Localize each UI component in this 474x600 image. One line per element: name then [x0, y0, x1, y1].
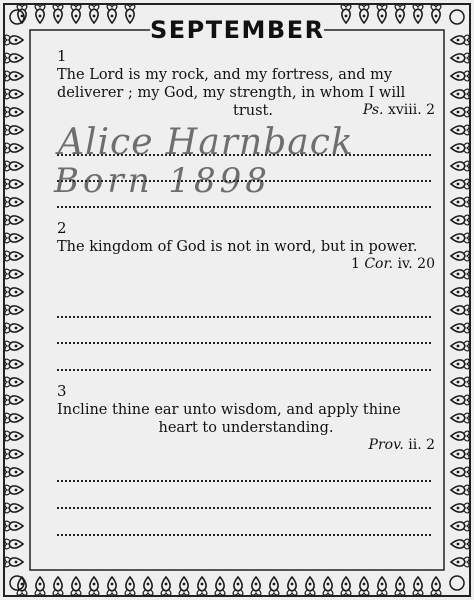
handwriting-line: Alice Harnback — [58, 122, 354, 163]
floral-motif-icon — [125, 577, 135, 595]
floral-motif-icon — [341, 5, 351, 23]
floral-motif-icon — [451, 557, 469, 567]
floral-motif-icon — [451, 125, 469, 135]
floral-motif-icon — [5, 413, 23, 423]
floral-motif-icon — [413, 5, 423, 23]
floral-motif-icon — [451, 521, 469, 531]
verse-line: The Lord is my rock, and my fortress, and my — [57, 67, 393, 83]
floral-motif-icon — [107, 5, 117, 23]
writing-line[interactable] — [57, 154, 431, 156]
floral-motif-icon — [451, 107, 469, 117]
floral-motif-icon — [451, 377, 469, 387]
floral-motif-icon — [5, 323, 23, 333]
ref-cite: iv. 20 — [397, 256, 435, 272]
ref-book: Cor. — [364, 256, 394, 272]
floral-motif-icon — [5, 107, 23, 117]
floral-motif-icon — [359, 577, 369, 595]
ref-book: Prov. — [368, 437, 404, 453]
floral-motif-icon — [251, 577, 261, 595]
ref-book: Ps. — [362, 102, 384, 118]
floral-motif-icon — [451, 89, 469, 99]
verse-text — [57, 66, 435, 120]
floral-motif-icon — [451, 269, 469, 279]
floral-motif-icon — [5, 35, 23, 45]
floral-motif-icon — [451, 161, 469, 171]
floral-motif-icon — [5, 341, 23, 351]
floral-motif-icon — [233, 577, 243, 595]
verse-text — [57, 401, 435, 437]
ref-cite: xviii. 2 — [387, 102, 435, 118]
floral-motif-icon — [5, 449, 23, 459]
floral-motif-icon — [53, 5, 63, 23]
floral-motif-icon — [395, 577, 405, 595]
floral-motif-icon — [5, 215, 23, 225]
floral-motif-icon — [53, 577, 63, 595]
scripture-reference — [57, 437, 435, 454]
floral-motif-icon — [451, 215, 469, 225]
floral-motif-icon — [431, 577, 441, 595]
floral-motif-icon — [5, 485, 23, 495]
entry-day-2 — [57, 220, 435, 273]
floral-motif-icon — [451, 431, 469, 441]
floral-motif-icon — [89, 5, 99, 23]
floral-motif-icon — [269, 577, 279, 595]
floral-motif-icon — [451, 467, 469, 477]
floral-motif-icon — [451, 197, 469, 207]
floral-motif-icon — [5, 269, 23, 279]
floral-motif-icon — [451, 179, 469, 189]
floral-motif-icon — [359, 5, 369, 23]
floral-motif-icon — [451, 53, 469, 63]
floral-motif-icon — [5, 161, 23, 171]
floral-motif-icon — [161, 577, 171, 595]
writing-line[interactable] — [57, 316, 431, 318]
floral-motif-icon — [5, 53, 23, 63]
corner-blossom-icon — [450, 576, 464, 590]
handwriting-line: Born 1898 — [54, 161, 271, 198]
floral-motif-icon — [17, 5, 27, 23]
floral-motif-icon — [451, 287, 469, 297]
verse-line: trust. — [233, 103, 273, 119]
floral-motif-icon — [451, 413, 469, 423]
floral-motif-icon — [451, 359, 469, 369]
ref-cite: ii. 2 — [408, 437, 435, 453]
floral-motif-icon — [451, 35, 469, 45]
floral-motif-icon — [107, 577, 117, 595]
verse-line: heart to understanding. — [158, 420, 334, 436]
floral-motif-icon — [341, 577, 351, 595]
floral-motif-icon — [5, 467, 23, 477]
floral-motif-icon — [5, 521, 23, 531]
floral-motif-icon — [451, 395, 469, 405]
floral-motif-icon — [451, 233, 469, 243]
entry-day-3 — [57, 383, 435, 454]
entry-day-1 — [57, 48, 435, 120]
floral-motif-icon — [143, 577, 153, 595]
floral-motif-icon — [125, 5, 135, 23]
floral-motif-icon — [5, 71, 23, 81]
scripture-reference — [57, 256, 435, 273]
writing-line[interactable] — [57, 206, 431, 208]
floral-motif-icon — [451, 143, 469, 153]
day-number: 1 — [57, 47, 67, 65]
floral-motif-icon — [71, 5, 81, 23]
floral-motif-icon — [5, 395, 23, 405]
floral-motif-icon — [451, 323, 469, 333]
floral-motif-icon — [5, 143, 23, 153]
floral-motif-icon — [5, 359, 23, 369]
floral-motif-icon — [5, 251, 23, 261]
floral-motif-icon — [215, 577, 225, 595]
writing-line[interactable] — [57, 342, 431, 344]
floral-motif-icon — [431, 5, 441, 23]
floral-motif-icon — [5, 89, 23, 99]
floral-motif-icon — [5, 557, 23, 567]
floral-motif-icon — [451, 71, 469, 81]
floral-motif-icon — [5, 197, 23, 207]
day-number: 3 — [57, 382, 67, 400]
floral-motif-icon — [451, 503, 469, 513]
floral-motif-icon — [179, 577, 189, 595]
floral-motif-icon — [5, 125, 23, 135]
floral-motif-icon — [5, 539, 23, 549]
ref-prefix: 1 — [350, 256, 360, 272]
floral-motif-icon — [451, 449, 469, 459]
day-number: 2 — [57, 219, 67, 237]
writing-line[interactable] — [57, 369, 431, 371]
writing-line[interactable] — [57, 507, 431, 509]
floral-motif-icon — [451, 251, 469, 261]
floral-motif-icon — [395, 5, 405, 23]
floral-motif-icon — [5, 431, 23, 441]
floral-motif-icon — [5, 377, 23, 387]
floral-motif-icon — [17, 577, 27, 595]
month-title: SEPTEMBER — [150, 16, 325, 44]
floral-motif-icon — [451, 341, 469, 351]
floral-motif-icon — [5, 287, 23, 297]
floral-motif-icon — [451, 539, 469, 549]
floral-motif-icon — [377, 577, 387, 595]
writing-line[interactable] — [57, 534, 431, 536]
floral-motif-icon — [5, 233, 23, 243]
floral-motif-icon — [451, 305, 469, 315]
floral-motif-icon — [5, 503, 23, 513]
floral-motif-icon — [197, 577, 207, 595]
floral-motif-icon — [377, 5, 387, 23]
floral-motif-icon — [35, 5, 45, 23]
writing-line[interactable] — [57, 180, 431, 182]
floral-motif-icon — [5, 179, 23, 189]
floral-motif-icon — [89, 577, 99, 595]
floral-motif-icon — [5, 305, 23, 315]
floral-motif-icon — [71, 577, 81, 595]
floral-motif-icon — [451, 485, 469, 495]
corner-blossom-icon — [450, 10, 464, 24]
floral-motif-icon — [413, 577, 423, 595]
handwritten-note — [52, 118, 416, 198]
writing-line[interactable] — [57, 480, 431, 482]
floral-motif-icon — [35, 577, 45, 595]
floral-motif-icon — [305, 577, 315, 595]
floral-motif-icon — [323, 577, 333, 595]
verse-line: Incline thine ear unto wisdom, and apply thine — [57, 402, 401, 418]
verse-line: The kingdom of God is not in word, but in power. — [57, 239, 418, 255]
verse-text — [57, 238, 435, 256]
floral-motif-icon — [287, 577, 297, 595]
verse-line: deliverer ; my God, my strength, in whom I will — [57, 85, 406, 101]
